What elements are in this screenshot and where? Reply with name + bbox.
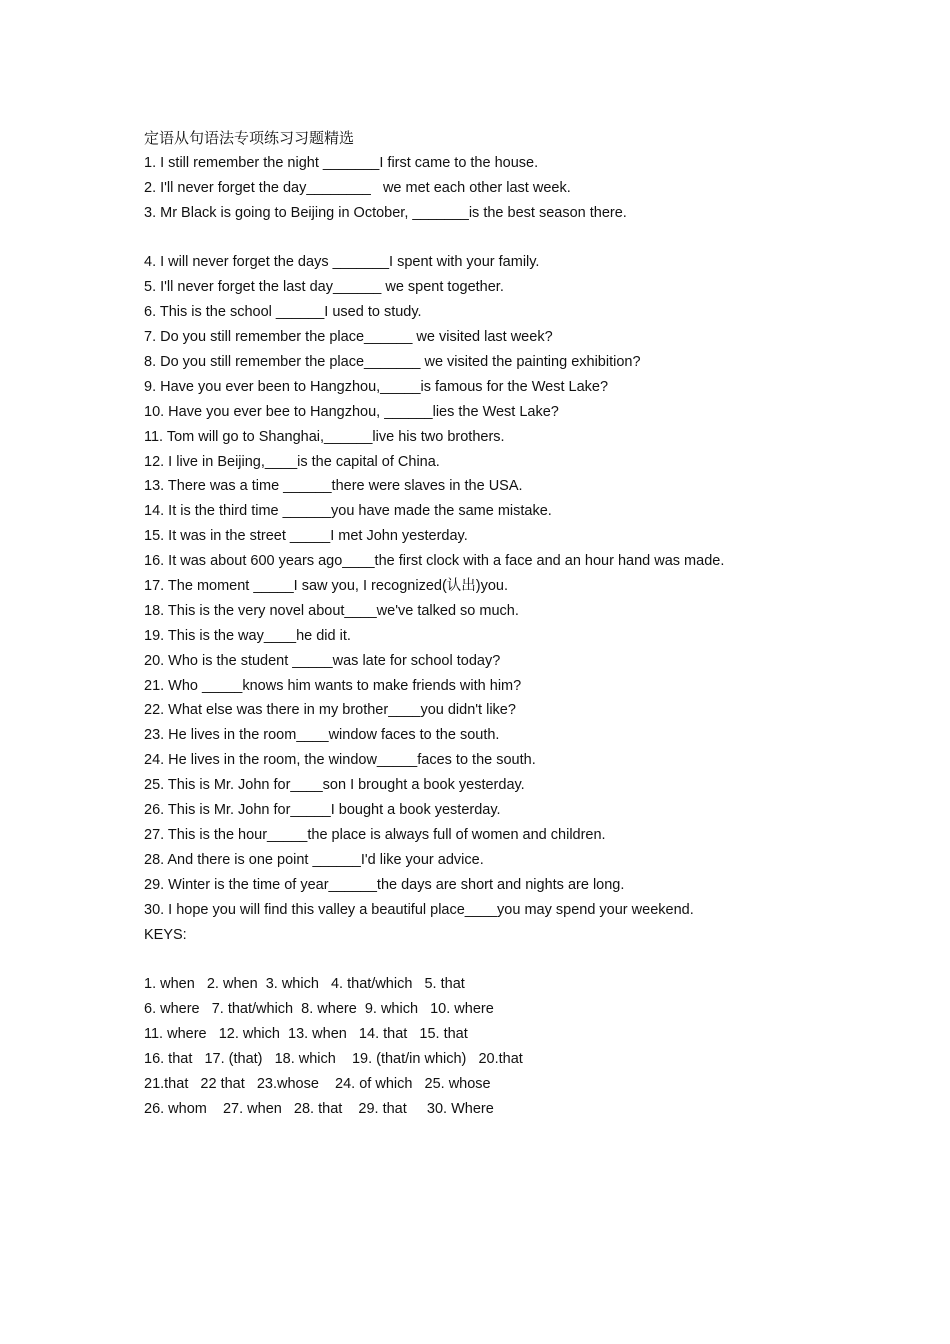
- question-30: 30. I hope you will find this valley a beautiful place____you may spend your weekend.: [144, 901, 694, 918]
- blank-line: [144, 947, 844, 972]
- keys-row-2: 6. where 7. that/which 8. where 9. which 10. where: [144, 1001, 494, 1018]
- question-27: 27. This is the hour_____the place is always full of women and children.: [144, 826, 606, 843]
- question-25: 25. This is Mr. John for____son I brought a book yesterday.: [144, 777, 525, 794]
- document-content: [144, 126, 844, 1122]
- keys-row-1: 1. when 2. when 3. which 4. that/which 5. that: [144, 976, 465, 993]
- question-2: 2. I'll never forget the day________ we met each other last week.: [144, 179, 571, 196]
- question-5: 5. I'll never forget the last day______ we spent together.: [144, 279, 504, 296]
- keys-row-5: 21.that 22 that 23.whose 24. of which 25. whose: [144, 1075, 491, 1092]
- question-26: 26. This is Mr. John for_____I bought a book yesterday.: [144, 802, 501, 819]
- question-17: 17. The moment _____I saw you, I recognized(认出)you.: [144, 578, 509, 595]
- question-22: 22. What else was there in my brother____you didn't like?: [144, 702, 516, 719]
- question-15: 15. It was in the street _____I met John yesterday.: [144, 528, 468, 545]
- question-11: 11. Tom will go to Shanghai,______live his two brothers.: [144, 428, 505, 445]
- question-21: 21. Who _____knows him wants to make friends with him?: [144, 677, 522, 694]
- question-14: 14. It is the third time ______you have made the same mistake.: [144, 503, 552, 520]
- question-7: 7. Do you still remember the place______ we visited last week?: [144, 329, 553, 346]
- question-3: 3. Mr Black is going to Beijing in October, _______is the best season there.: [144, 204, 627, 221]
- question-19: 19. This is the way____he did it.: [144, 627, 351, 644]
- question-12: 12. I live in Beijing,____is the capital of China.: [144, 453, 440, 470]
- question-23: 23. He lives in the room____window faces to the south.: [144, 727, 500, 744]
- question-29: 29. Winter is the time of year______the days are short and nights are long.: [144, 876, 625, 893]
- blank-line: [144, 226, 844, 251]
- keys-row-3: 11. where 12. which 13. when 14. that 15. that: [144, 1026, 468, 1043]
- question-1: 1. I still remember the night _______I first came to the house.: [144, 154, 539, 171]
- question-20: 20. Who is the student _____was late for school today?: [144, 652, 501, 669]
- keys-heading: KEYS:: [144, 926, 187, 943]
- question-16: 16. It was about 600 years ago____the first clock with a face and an hour hand was made.: [144, 553, 725, 570]
- question-24: 24. He lives in the room, the window_____faces to the south.: [144, 752, 536, 769]
- question-28: 28. And there is one point ______I'd like your advice.: [144, 851, 484, 868]
- question-13: 13. There was a time ______there were slaves in the USA.: [144, 478, 523, 495]
- question-10: 10. Have you ever bee to Hangzhou, ______lies the West Lake?: [144, 403, 559, 420]
- keys-row-4: 16. that 17. (that) 18. which 19. (that/in which) 20.that: [144, 1050, 523, 1067]
- question-18: 18. This is the very novel about____we've talked so much.: [144, 602, 519, 619]
- document-title: 定语从句语法专项练习习题精选: [144, 129, 355, 147]
- question-9: 9. Have you ever been to Hangzhou,_____is famous for the West Lake?: [144, 378, 609, 395]
- question-8: 8. Do you still remember the place_______ we visited the painting exhibition?: [144, 354, 641, 371]
- keys-row-6: 26. whom 27. when 28. that 29. that 30. Where: [144, 1100, 494, 1117]
- question-6: 6. This is the school ______I used to study.: [144, 304, 422, 321]
- question-4: 4. I will never forget the days _______I spent with your family.: [144, 254, 540, 271]
